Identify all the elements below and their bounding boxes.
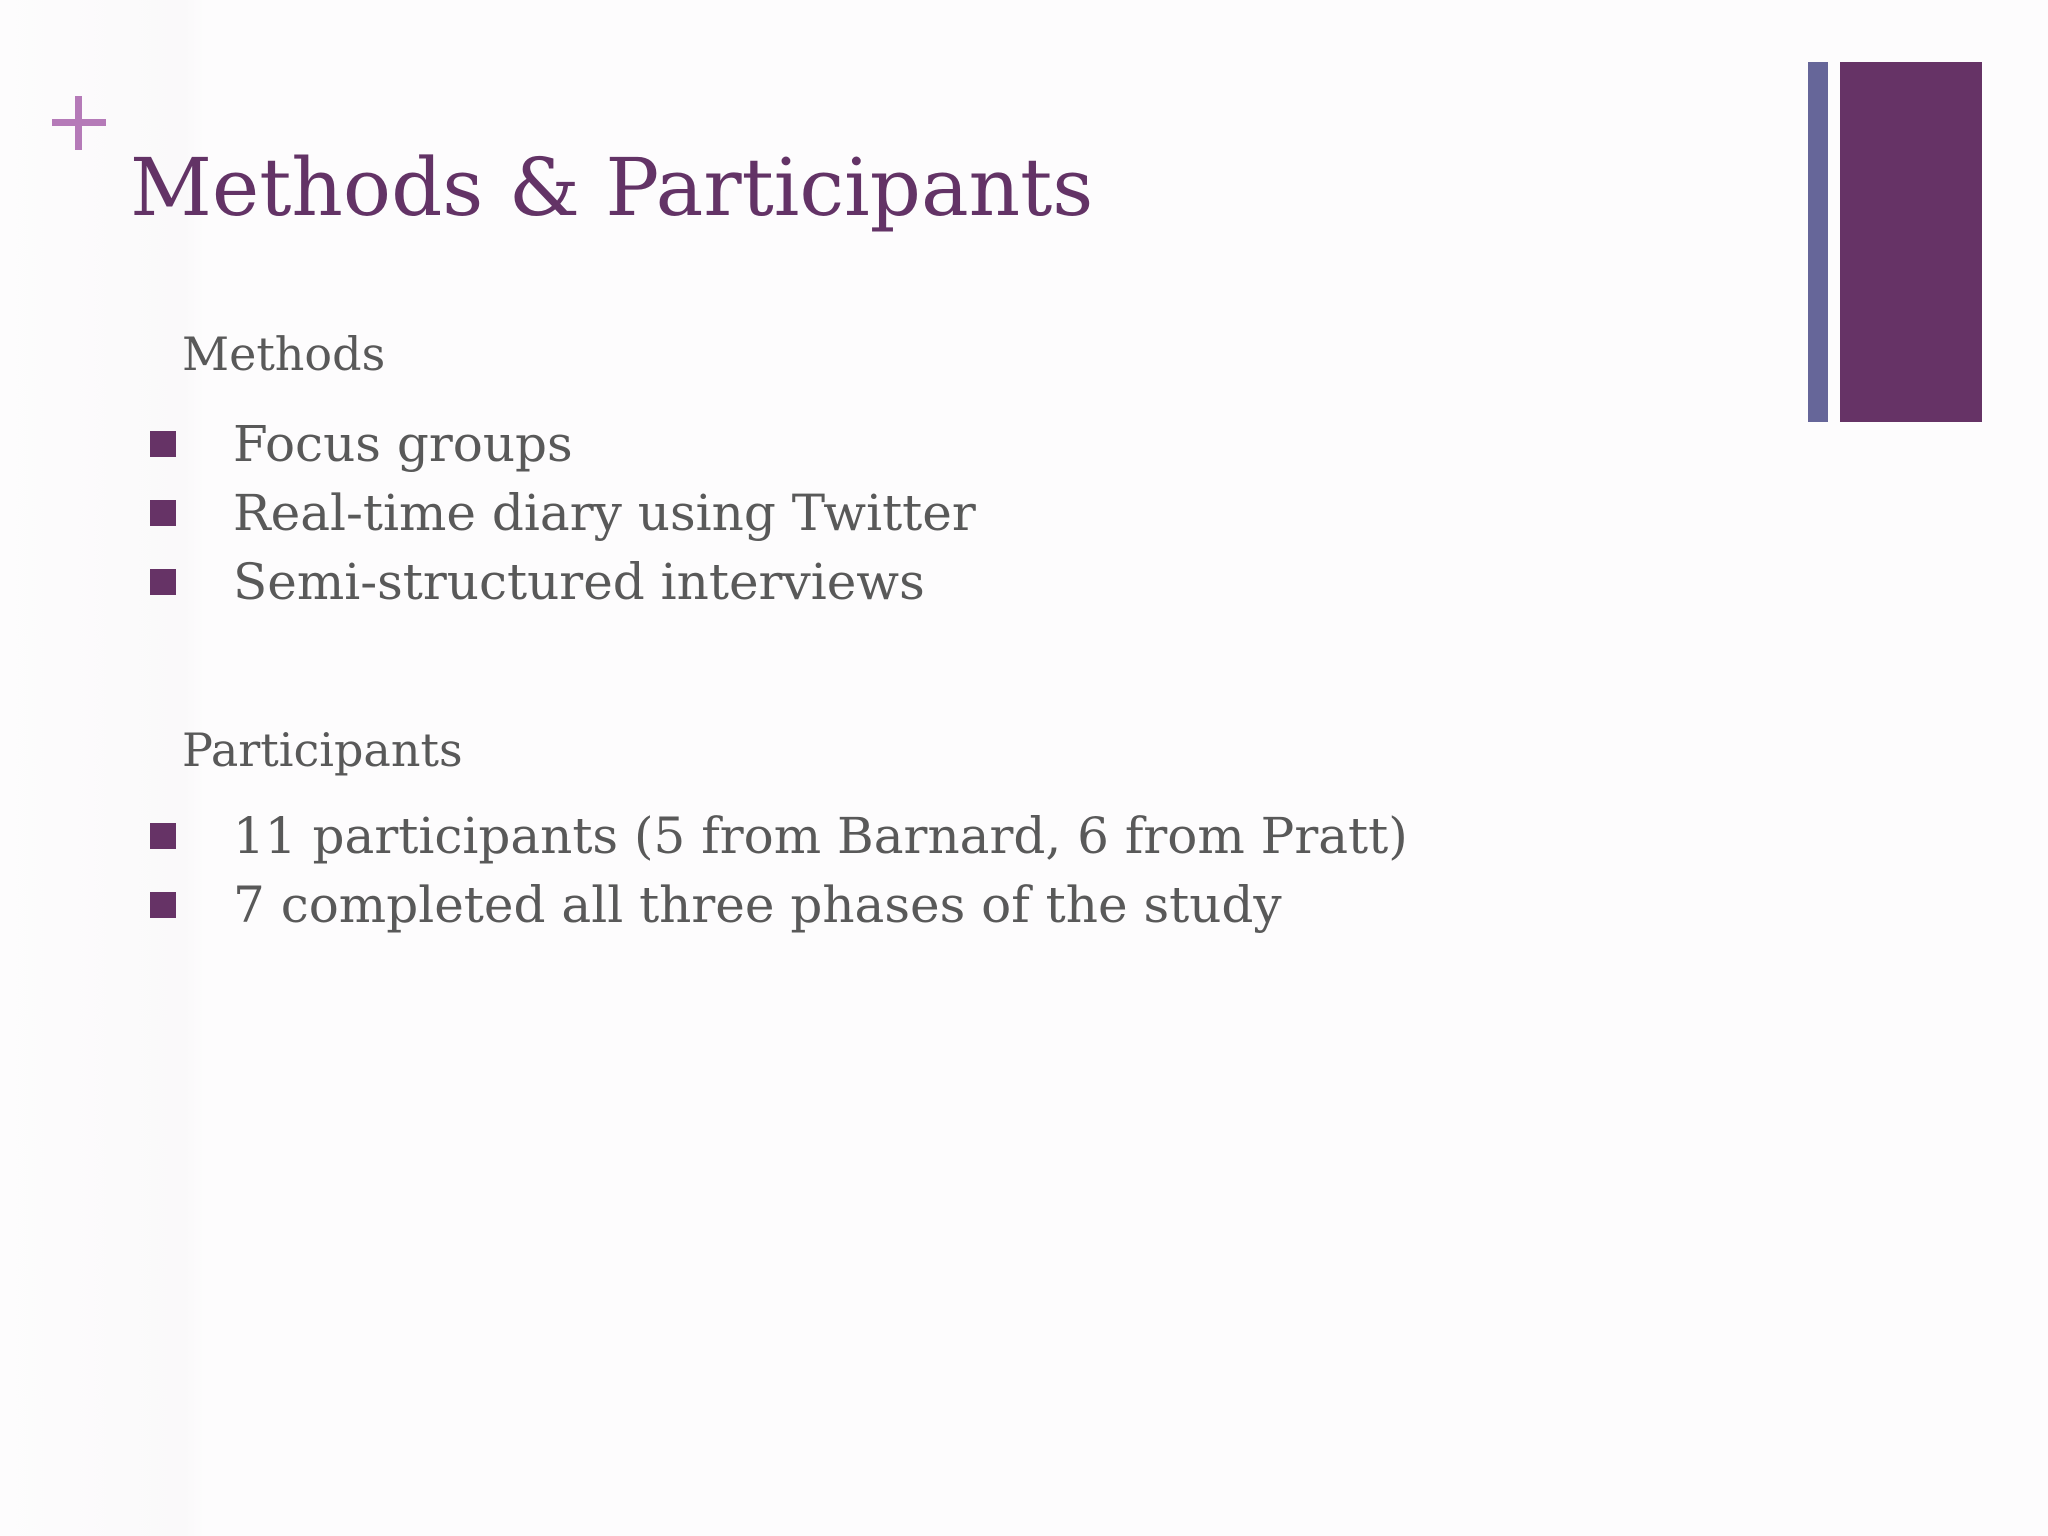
list-item-text: 11 participants (5 from Barnard, 6 from Pratt) bbox=[233, 807, 1408, 865]
plus-icon-vertical bbox=[75, 96, 82, 150]
bullet-square-icon bbox=[150, 500, 176, 526]
list-item-text: 7 completed all three phases of the study bbox=[233, 876, 1282, 934]
bullet-square-icon bbox=[150, 431, 176, 457]
slide-title: Methods & Participants bbox=[130, 141, 1094, 234]
list-item-text: Semi-structured interviews bbox=[233, 553, 925, 611]
bullet-square-icon bbox=[150, 823, 176, 849]
list-item-text: Focus groups bbox=[233, 415, 573, 473]
bullet-square-icon bbox=[150, 569, 176, 595]
decorative-bar-wide bbox=[1840, 62, 1982, 422]
list-item-text: Real-time diary using Twitter bbox=[233, 484, 976, 542]
participants-heading: Participants bbox=[182, 723, 463, 777]
decorative-bar-thin bbox=[1808, 62, 1828, 422]
bullet-square-icon bbox=[150, 892, 176, 918]
plus-icon bbox=[52, 96, 106, 150]
methods-heading: Methods bbox=[182, 327, 386, 381]
